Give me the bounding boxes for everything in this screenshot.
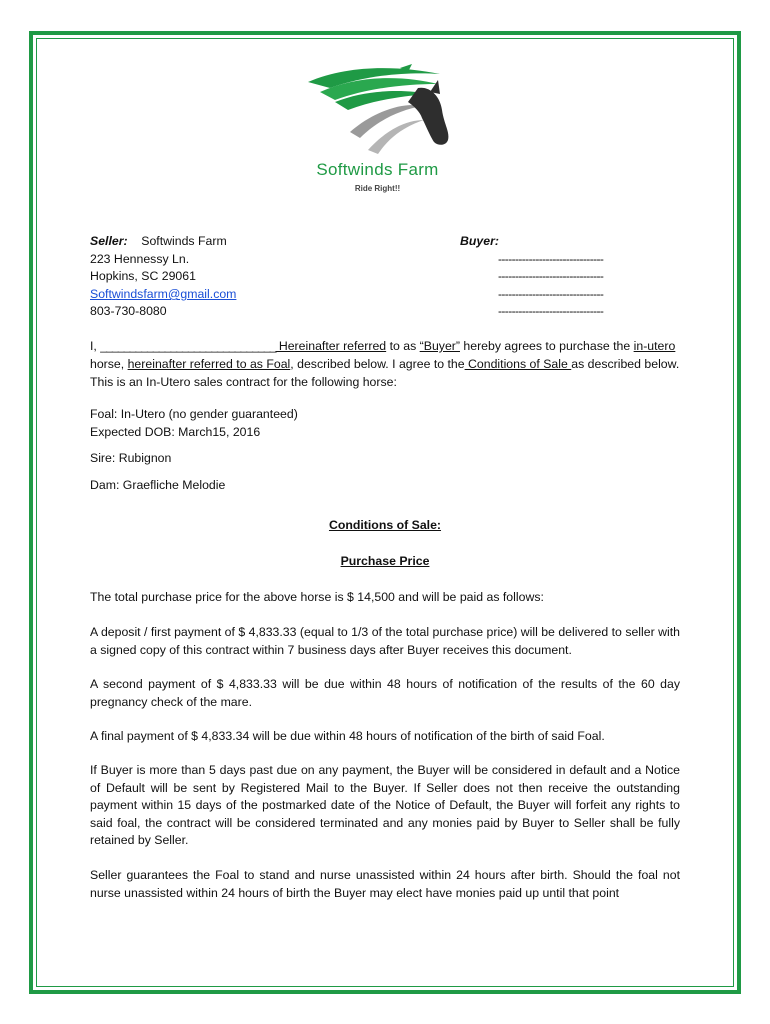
- seller-label: Seller:: [90, 234, 128, 248]
- agreement-text: Conditions of Sale: [464, 357, 572, 371]
- buyer-line-2[interactable]: -------------------------------: [498, 269, 604, 283]
- agreement-text: “Buyer”: [419, 339, 460, 353]
- buyer-line-4[interactable]: -------------------------------: [498, 304, 604, 318]
- conditions-heading: Conditions of Sale:: [328, 518, 442, 532]
- buyer-line-3[interactable]: -------------------------------: [498, 287, 604, 301]
- seller-email-link[interactable]: [90, 285, 236, 303]
- seller-email[interactable]: Softwindsfarm@gmail.com: [90, 287, 237, 301]
- seller-street: 223 Hennessy Ln.: [90, 252, 190, 266]
- buyer-label: Buyer:: [460, 234, 499, 248]
- purchase-price-heading: Purchase Price: [340, 554, 430, 568]
- sire-line: Sire: Rubignon: [90, 451, 172, 465]
- brand-tagline: Ride Right!!: [354, 184, 401, 193]
- agreement-text: horse,: [90, 357, 128, 371]
- agreement-text: hereby agrees to purchase the: [459, 339, 634, 353]
- seller-phone: 803-730-8080: [90, 304, 167, 318]
- final-payment-paragraph: A final payment of $ 4,833.34 will be due within 48 hours of notification of the birth of said Foal.: [90, 729, 605, 743]
- foal-line: Foal: In-Utero (no gender guaranteed): [90, 407, 298, 421]
- agreement-text: , described below. I agree to the: [290, 357, 465, 371]
- default-paragraph: If Buyer is more than 5 days past due on any payment, the Buyer will be considered in default and a Notice of Default will be sent by Registered Mail to the Buyer. If Seller does not then receive the outstanding payment within 15 days of the postmarked date of the Notice of Default, the Buyer will forfeit any rights to said foal, the contract will be considered terminated and any monies paid by Buyer to Seller shall be fully retained by Seller.: [90, 763, 680, 847]
- guarantee-paragraph: Seller guarantees the Foal to stand and nurse unassisted within 24 hours after birth. Should the foal not nurse unassisted within 24 hours of birth the Buyer may elect have monies paid up until that point: [90, 868, 680, 900]
- agreement-text: to as: [386, 339, 420, 353]
- total-price-paragraph: The total purchase price for the above horse is $ 14,500 and will be paid as follows:: [90, 590, 544, 604]
- agreement-text: I,: [90, 339, 101, 353]
- buyer-line-1[interactable]: -------------------------------: [498, 252, 604, 266]
- seller-name: Softwinds Farm: [141, 234, 227, 248]
- agreement-text: in-utero: [633, 339, 676, 353]
- horse-logo-icon: [290, 62, 470, 202]
- seller-name-line: [90, 232, 227, 250]
- agreement-text: hereinafter referred to as Foal: [127, 357, 291, 371]
- seller-city: Hopkins, SC 29061: [90, 269, 196, 283]
- brand-name: Softwinds Farm: [316, 160, 439, 179]
- buyer-name-blank[interactable]: ______________________________: [100, 339, 276, 353]
- agreement-text: Hereinafter referred: [275, 339, 387, 353]
- agreement-text: as described below. This is an In-Utero sales contract for the following horse:: [90, 357, 680, 389]
- dob-line: Expected DOB: March15, 2016: [90, 425, 261, 439]
- dam-line: Dam: Graefliche Melodie: [90, 478, 226, 492]
- deposit-paragraph: A deposit / first payment of $ 4,833.33 (equal to 1/3 of the total purchase price) will be delivered to seller with a signed copy of this contract within 7 business days after Buyer receives this document.: [90, 625, 680, 657]
- agreement-paragraph: [90, 337, 680, 391]
- second-payment-paragraph: A second payment of $ 4,833.33 will be due within 48 hours of notification of the results of the 60 day pregnancy check of the mare.: [90, 677, 680, 709]
